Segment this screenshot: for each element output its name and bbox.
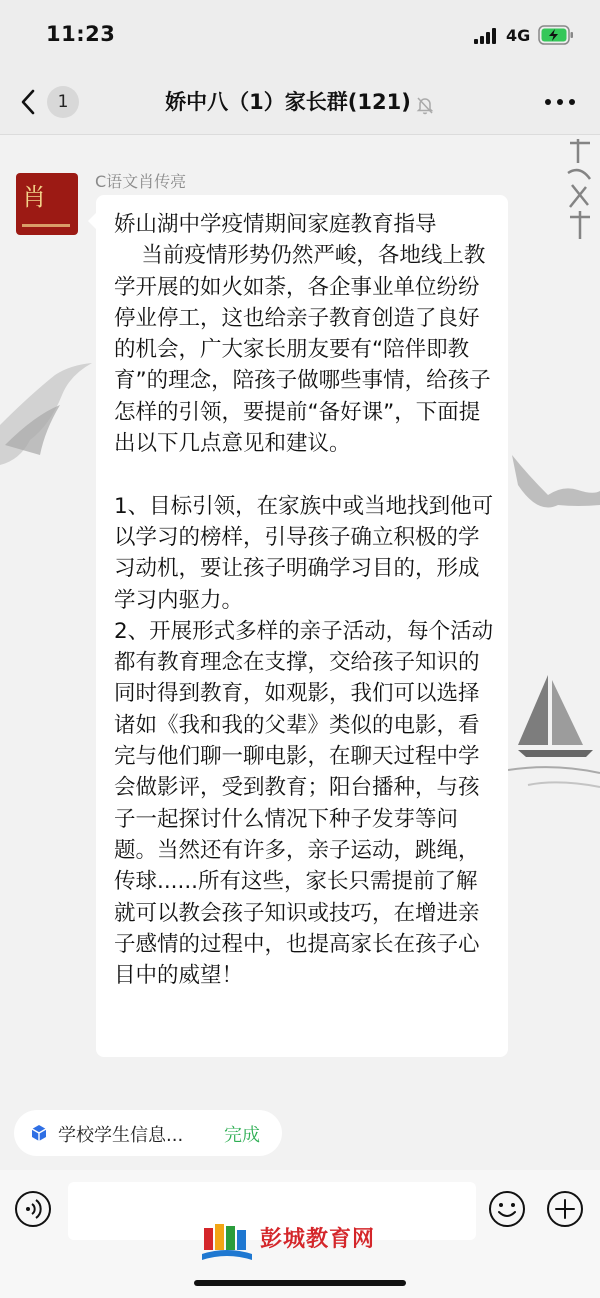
status-bar <box>0 0 600 70</box>
battery-icon <box>538 25 574 45</box>
input-bar <box>0 1170 600 1298</box>
book-logo-icon <box>200 1220 254 1266</box>
mute-bell-icon <box>415 95 435 115</box>
ink-sailboat-decoration <box>508 655 600 805</box>
back-chevron-icon[interactable] <box>18 88 38 116</box>
pinned-shortcut[interactable] <box>14 1110 282 1156</box>
home-indicator[interactable] <box>194 1280 406 1286</box>
chat-area[interactable] <box>0 135 600 1095</box>
network-type: 4G <box>506 26 531 45</box>
ink-bird-decoration <box>508 445 600 525</box>
shortcut-label: 学校学生信息... <box>58 1125 184 1146</box>
signal-icon <box>474 28 498 44</box>
plus-icon[interactable] <box>546 1190 584 1228</box>
chat-title[interactable]: 娇中八（1）家长群(121) <box>165 90 411 114</box>
message-text: 娇山湖中学疫情期间家庭教育指导 当前疫情形势仍然严峻，各地线上教学开展的如火如荼，各企事业单位纷纷停业停工，这也给亲子教育创造了良好的机会，广大家长朋友要有“陪伴即教育”的理念，陪孩子做哪些事情，给孩子怎样的引领，要提前“备好课”，下面提出以下几点意见和建议。 1、目标引领，在家族中或当地找到他可以学习的榜样，引导孩子确立积极的学习动机，要让孩子明确学习目的，形成学习内驱力。 2、开展形式多样的亲子活动，每个活动都有教育理念在支撑，交给孩子知识的同时得到教育，如观影，我们可以选择诸如《我和我的父辈》类似的电影，看完与他们聊一聊电影，在聊天过程中学会做影评，受到教育；阳台播种，与孩子一起探讨什么情况下种子发芽等问题。当然还有许多，亲子运动，跳绳，传球......所有这些，家长只需提前了解就可以教会孩子知识或技巧，在增进亲子感情的过程中，也提高家长在孩子心目中的威望！ <box>114 212 494 989</box>
site-watermark <box>200 1220 400 1266</box>
sender-avatar[interactable] <box>16 173 78 235</box>
status-time: 11:23 <box>46 22 116 46</box>
chat-title-wrap <box>0 70 600 134</box>
ink-calligraphy-decoration <box>560 135 600 245</box>
emoji-icon[interactable] <box>488 1190 526 1228</box>
cube-icon <box>30 1124 48 1142</box>
more-options-icon[interactable] <box>544 98 576 106</box>
watermark-text: 彭城教育网 <box>260 1227 376 1252</box>
sender-name: C语文肖传亮 <box>95 172 187 191</box>
avatar-glyph: 肖 <box>22 183 46 211</box>
ink-mountain-decoration <box>0 335 100 475</box>
chat-header <box>0 70 600 135</box>
unread-count-badge[interactable]: 1 <box>47 86 79 118</box>
avatar-decoration <box>22 224 70 227</box>
voice-input-icon[interactable] <box>14 1190 52 1228</box>
message-bubble[interactable] <box>96 195 508 1057</box>
shortcut-done-status: 完成 <box>224 1125 260 1146</box>
